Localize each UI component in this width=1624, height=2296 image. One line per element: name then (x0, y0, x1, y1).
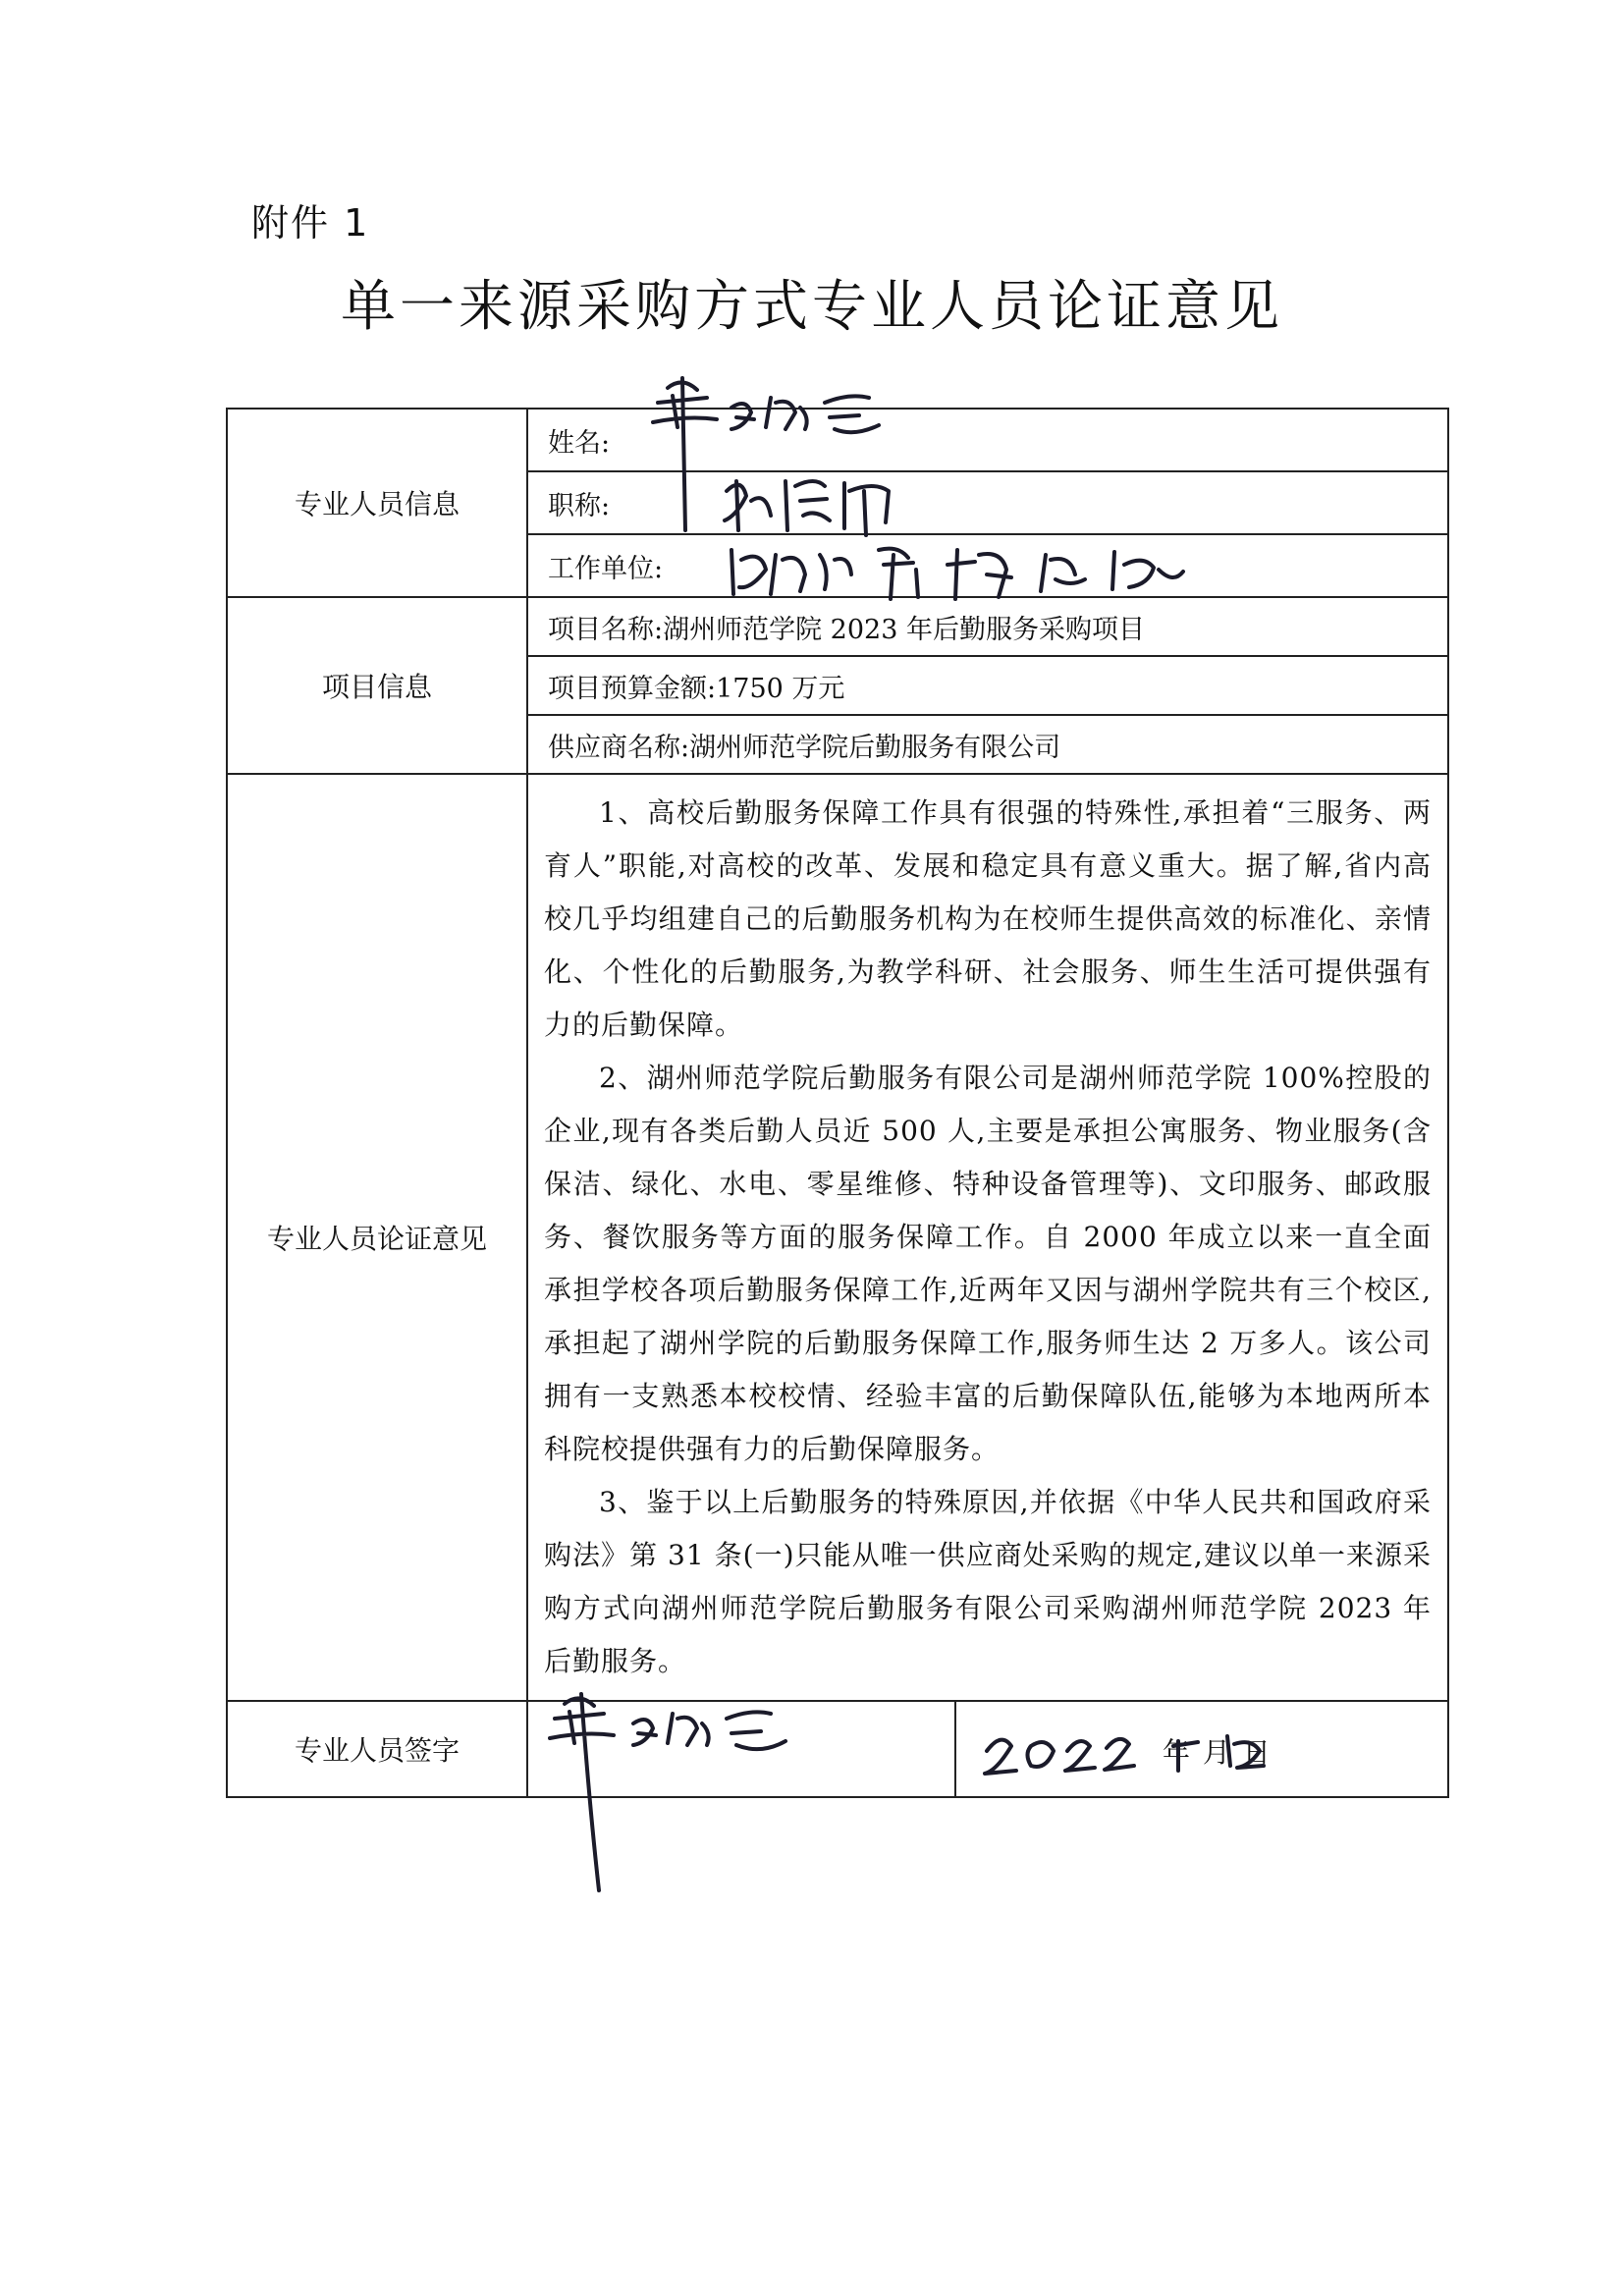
opinion-body (527, 774, 1448, 1701)
date-cell (955, 1701, 1448, 1797)
document-title: 单一来源采购方式专业人员论证意见 (341, 275, 1283, 339)
unit-key: 工作单位: (548, 553, 664, 584)
opinion-paragraph-2: 2、湖州师范学院后勤服务有限公司是湖州师范学院 100%控股的企业,现有各类后勤人员近 500 人,主要是承担公寓服务、物业服务(含保洁、绿化、水电、零星维修、特种设备管理等)、文印服务、邮政服务、餐饮服务等方面的服务保障工作。自 2000 年成立以来一直全面承担学校各项后勤服务保障工作,近两年又因与湖州学院共有三个校区,承担起了湖州学院的后勤服务保障工作,服务师生达 2 万多人。该公司拥有一支熟悉本校校情、经验丰富的后勤保障队伍,能够为本地两所本科院校提供强有力的后勤保障服务。 (544, 1062, 1433, 1465)
argumentation-form (226, 408, 1449, 1798)
unit-field (527, 534, 1448, 597)
project-name: 项目名称:湖州师范学院 2023 年后勤服务采购项目 (527, 597, 1448, 656)
project-budget: 项目预算金额:1750 万元 (527, 656, 1448, 715)
name-field (527, 409, 1448, 471)
opinion-paragraph-1: 1、高校后勤服务保障工作具有很强的特殊性,承担着“三服务、两育人”职能,对高校的改革、发展和稳定具有意义重大。据了解,省内高校几乎均组建自己的后勤服务机构为在校师生提供高效的标准化、亲情化、个性化的后勤服务,为教学科研、社会服务、师生生活可提供强有力的后勤保障。 (544, 796, 1433, 1041)
personnel-info-label: 专业人员信息 (227, 409, 527, 597)
date-suffix: 年 月 日 (1163, 1736, 1272, 1769)
signature-cell (527, 1701, 955, 1797)
title-field (527, 471, 1448, 534)
name-key: 姓名: (548, 427, 611, 459)
project-info-label: 项目信息 (227, 597, 527, 774)
opinion-paragraph-3: 3、鉴于以上后勤服务的特殊原因,并依据《中华人民共和国政府采购法》第 31 条(一)只能从唯一供应商处采购的规定,建议以单一来源采购方式向湖州师范学院后勤服务有限公司采购湖州师范学院 2023 年后勤服务。 (544, 1486, 1433, 1677)
project-supplier: 供应商名称:湖州师范学院后勤服务有限公司 (527, 715, 1448, 774)
title-key: 职称: (548, 490, 611, 521)
signature-label: 专业人员签字 (227, 1701, 527, 1797)
opinion-label: 专业人员论证意见 (227, 774, 527, 1701)
attachment-label: 附件 1 (251, 201, 370, 245)
